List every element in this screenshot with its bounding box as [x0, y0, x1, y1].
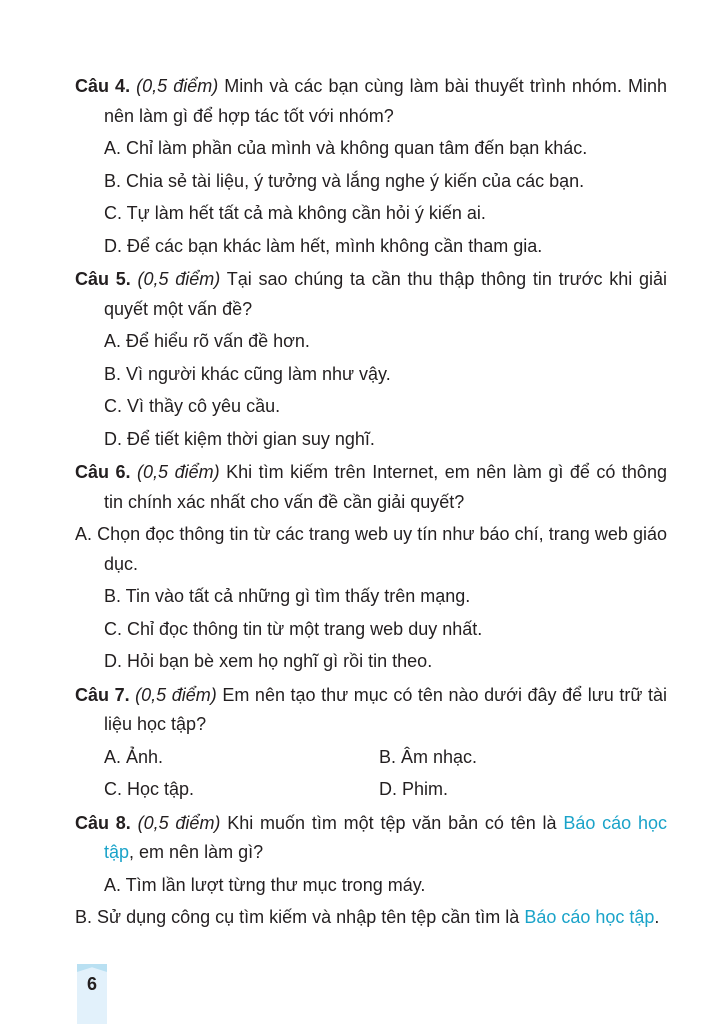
option: D. Phim. — [379, 779, 449, 799]
highlighted-filename: Báo cáo học tập — [524, 907, 655, 927]
question-points: (0,5 điểm) — [137, 462, 220, 482]
question-text: Tại sao chúng ta cần thu thập thông tin trước khi giải quyết một vấn đề? — [104, 269, 667, 319]
option-b — [75, 903, 667, 933]
question-8 — [75, 809, 667, 868]
question-points: (0,5 điểm) — [136, 76, 219, 96]
question-text: Minh và các bạn cùng làm bài thuyết trình nhóm. Minh nên làm gì để hợp tác tốt với nhóm? — [104, 76, 667, 126]
option: D. Để tiết kiệm thời gian suy nghĩ. — [104, 428, 375, 449]
option-text: B. Sử dụng công cụ tìm kiếm và nhập tên tệp cần tìm là — [75, 907, 520, 927]
option: A. Tìm lần lượt từng thư mục trong máy. — [104, 874, 426, 895]
option: B. Âm nhạc. — [379, 746, 478, 767]
option: B. Vì người khác cũng làm như vậy. — [104, 363, 391, 384]
option: D. Để các bạn khác làm hết, mình không cần tham gia. — [104, 235, 543, 256]
option-row — [75, 775, 667, 805]
page-number-tab — [77, 964, 107, 1024]
option: A. Chọn đọc thông tin từ các trang web uy tín như báo chí, trang web giáo dục. — [75, 524, 667, 574]
option: C. Vì thầy cô yêu cầu. — [104, 396, 281, 416]
option: A. Chỉ làm phần của mình và không quan tâm đến bạn khác. — [104, 138, 588, 158]
option: B. Tin vào tất cả những gì tìm thấy trên mạng. — [104, 586, 471, 606]
page-number: 6 — [86, 974, 97, 994]
question-text-end: , em nên làm gì? — [129, 842, 264, 862]
quiz-content — [75, 72, 667, 933]
question-points: (0,5 điểm) — [135, 684, 217, 705]
question-label: Câu 8. — [75, 812, 131, 833]
question-4 — [75, 72, 667, 131]
question-label: Câu 7. — [75, 684, 130, 705]
option: B. Chia sẻ tài liệu, ý tưởng và lắng nghe ý kiến của các bạn. — [104, 170, 585, 191]
question-6 — [75, 458, 667, 517]
option: A. Ảnh. — [104, 746, 164, 767]
option: C. Chỉ đọc thông tin từ một trang web duy nhất. — [104, 618, 483, 639]
question-text: Khi tìm kiếm trên Internet, em nên làm gì để có thông tin chính xác nhất cho vấn đề cần giải quyết? — [104, 462, 667, 512]
question-5 — [75, 265, 667, 324]
question-label: Câu 5. — [75, 269, 131, 289]
option: D. Hỏi bạn bè xem họ nghĩ gì rồi tin theo. — [104, 651, 433, 671]
option: A. Để hiểu rõ vấn đề hơn. — [104, 331, 310, 351]
option-text-end: . — [654, 907, 660, 927]
question-points: (0,5 điểm) — [137, 269, 221, 289]
option-row — [75, 743, 667, 773]
option: C. Học tập. — [104, 779, 195, 799]
question-points: (0,5 điểm) — [137, 812, 221, 833]
question-text: Khi muốn tìm một tệp văn bản có tên là — [227, 812, 557, 833]
question-label: Câu 4. — [75, 76, 131, 96]
question-label: Câu 6. — [75, 462, 131, 482]
question-7 — [75, 681, 667, 740]
highlighted-filename: Báo cáo học tập — [104, 812, 667, 862]
option: C. Tự làm hết tất cả mà không cần hỏi ý kiến ai. — [104, 203, 486, 223]
question-text: Em nên tạo thư mục có tên nào dưới đây để lưu trữ tài liệu học tập? — [104, 684, 667, 734]
